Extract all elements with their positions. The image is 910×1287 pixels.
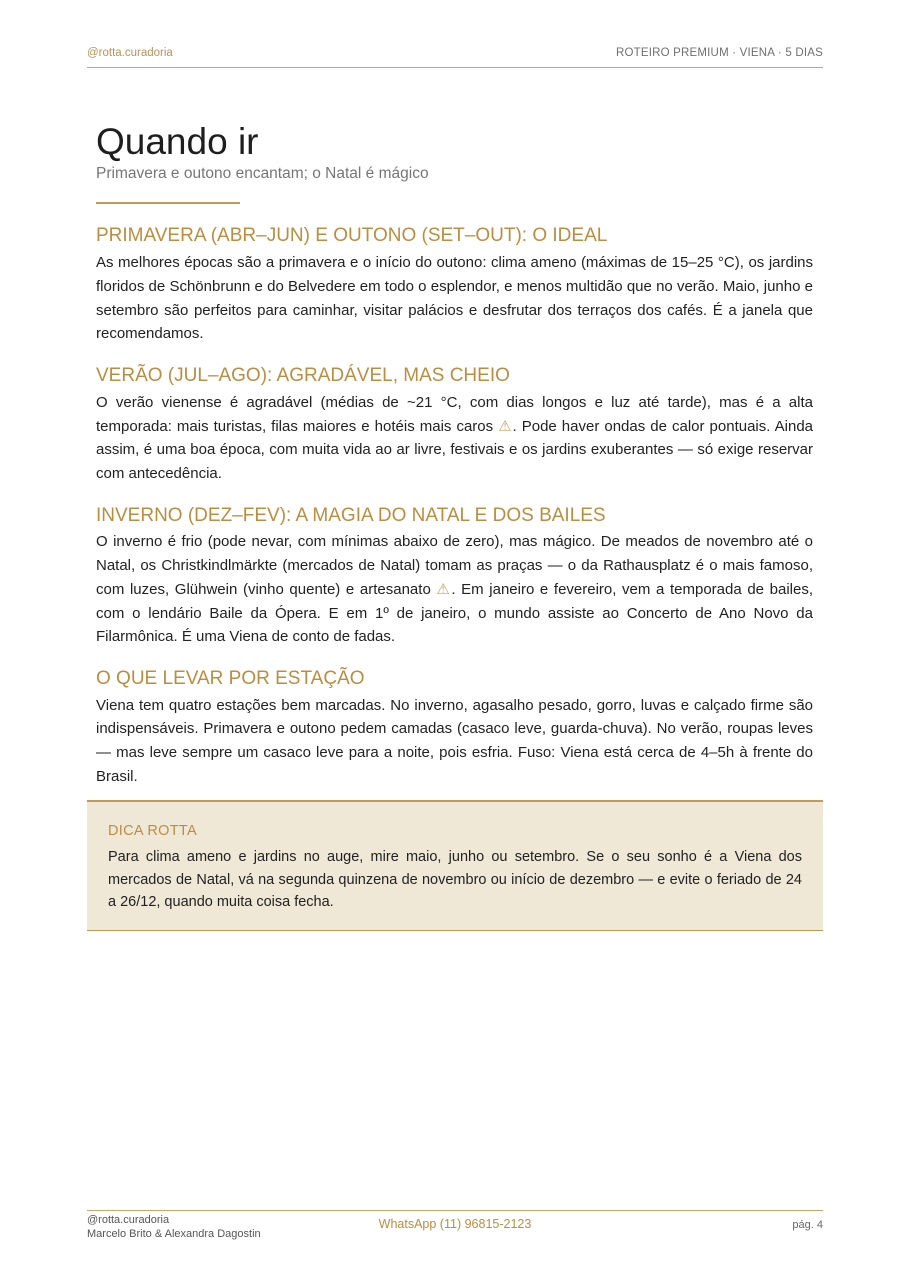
section-text-winter-part1: O inverno é frio (pode nevar, com mínimas abaixo de zero), mas mágico. De meados de novembro até o Natal, os Christkindlmärkte (mercados de Natal) tomam as praças — o da Rathausplatz é o mais famoso, com luzes, Glühwein (vinho quente) e artesanato — [96, 533, 813, 598]
main-content — [96, 120, 813, 808]
section-heading-spring-autumn: PRIMAVERA (ABR–JUN) E OUTONO (SET–OUT): O IDEAL — [96, 225, 608, 247]
footer-handle: @rotta.curadoria — [87, 1214, 170, 1226]
section-text-winter-part2: . Em janeiro e fevereiro, vem a temporada de bailes, com o lendário Baile da Ópera. E em 1º de janeiro, o mundo assiste ao Concerto de Ano Novo da Filarmônica. É uma Viena de conto de fadas. — [96, 580, 814, 646]
tip-title: DICA ROTTA — [108, 823, 197, 839]
section-heading-packing: O QUE LEVAR POR ESTAÇÃO — [96, 667, 365, 689]
footer-page-number: pág. 4 — [792, 1219, 823, 1231]
footer-authors: Marcelo Brito & Alexandra Dagostin — [87, 1228, 261, 1240]
tip-text: Para clima ameno e jardins no auge, mire maio, junho ou setembro. Se o seu sonho é a Viena dos mercados de Natal, vá na segunda quinzena de novembro ou início de dezembro — e evite o feriado de 24 a 26/12, quando muita coisa fecha. — [108, 849, 802, 910]
tip-box — [87, 800, 823, 931]
title-divider — [96, 202, 240, 204]
page-title: Quando ir — [96, 121, 259, 162]
header-doc-title: ROTEIRO PREMIUM · VIENA · 5 DIAS — [615, 47, 823, 59]
section-heading-summer: VERÃO (JUL–AGO): AGRADÁVEL, MAS CHEIO — [96, 365, 510, 386]
section-text-spring-autumn: As melhores épocas são a primavera e o início do outono: clima ameno (máximas de 15–25 °C), os jardins floridos de Schönbrunn e do Belvedere em todo o esplendor, e menos multidão que no verão. Maio, junho e setembro são perfeitos para caminhar, visitar palácios e desfrutar dos terraços dos cafés. É a janela que recomendamos. — [96, 254, 813, 343]
section-heading-winter: INVERNO (DEZ–FEV): A MAGIA DO NATAL E DOS BAILES — [96, 504, 606, 526]
page-subtitle: Primavera e outono encantam; o Natal é mágico — [96, 165, 429, 183]
footer-whatsapp: WhatsApp (11) 96815-2123 — [378, 1217, 532, 1231]
warning-icon: ⚠ — [498, 417, 513, 435]
warning-icon: ⚠ — [436, 580, 452, 598]
section-text-winter — [96, 530, 813, 649]
page-footer — [87, 1210, 823, 1251]
header-brand: @rotta.curadoria — [87, 47, 173, 59]
section-text-summer — [96, 391, 813, 486]
section-text-summer-part1: O verão vienense é agradável (médias de ~21 °C, com dias longos e luz até tarde), mas é a alta temporada: mais turistas, filas maiores e hotéis mais caros — [96, 393, 813, 435]
section-text-summer-part2: . Pode haver ondas de calor pontuais. Ainda assim, é uma boa época, com muita vida ao ar livre, festivais e os jardins exuberantes — só exige reservar com antecedência. — [96, 417, 814, 482]
section-text-packing: Viena tem quatro estações bem marcadas. No inverno, agasalho pesado, gorro, luvas e calçado firme são indispensáveis. Primavera e outono pedem camadas (casaco leve, guarda-chuva). No verão, roupas leves — mas leve sempre um casaco leve para a noite, pois esfria. Fuso: Viena está cerca de 4–5h à frente do Brasil. — [96, 696, 813, 785]
page-header — [87, 46, 823, 68]
